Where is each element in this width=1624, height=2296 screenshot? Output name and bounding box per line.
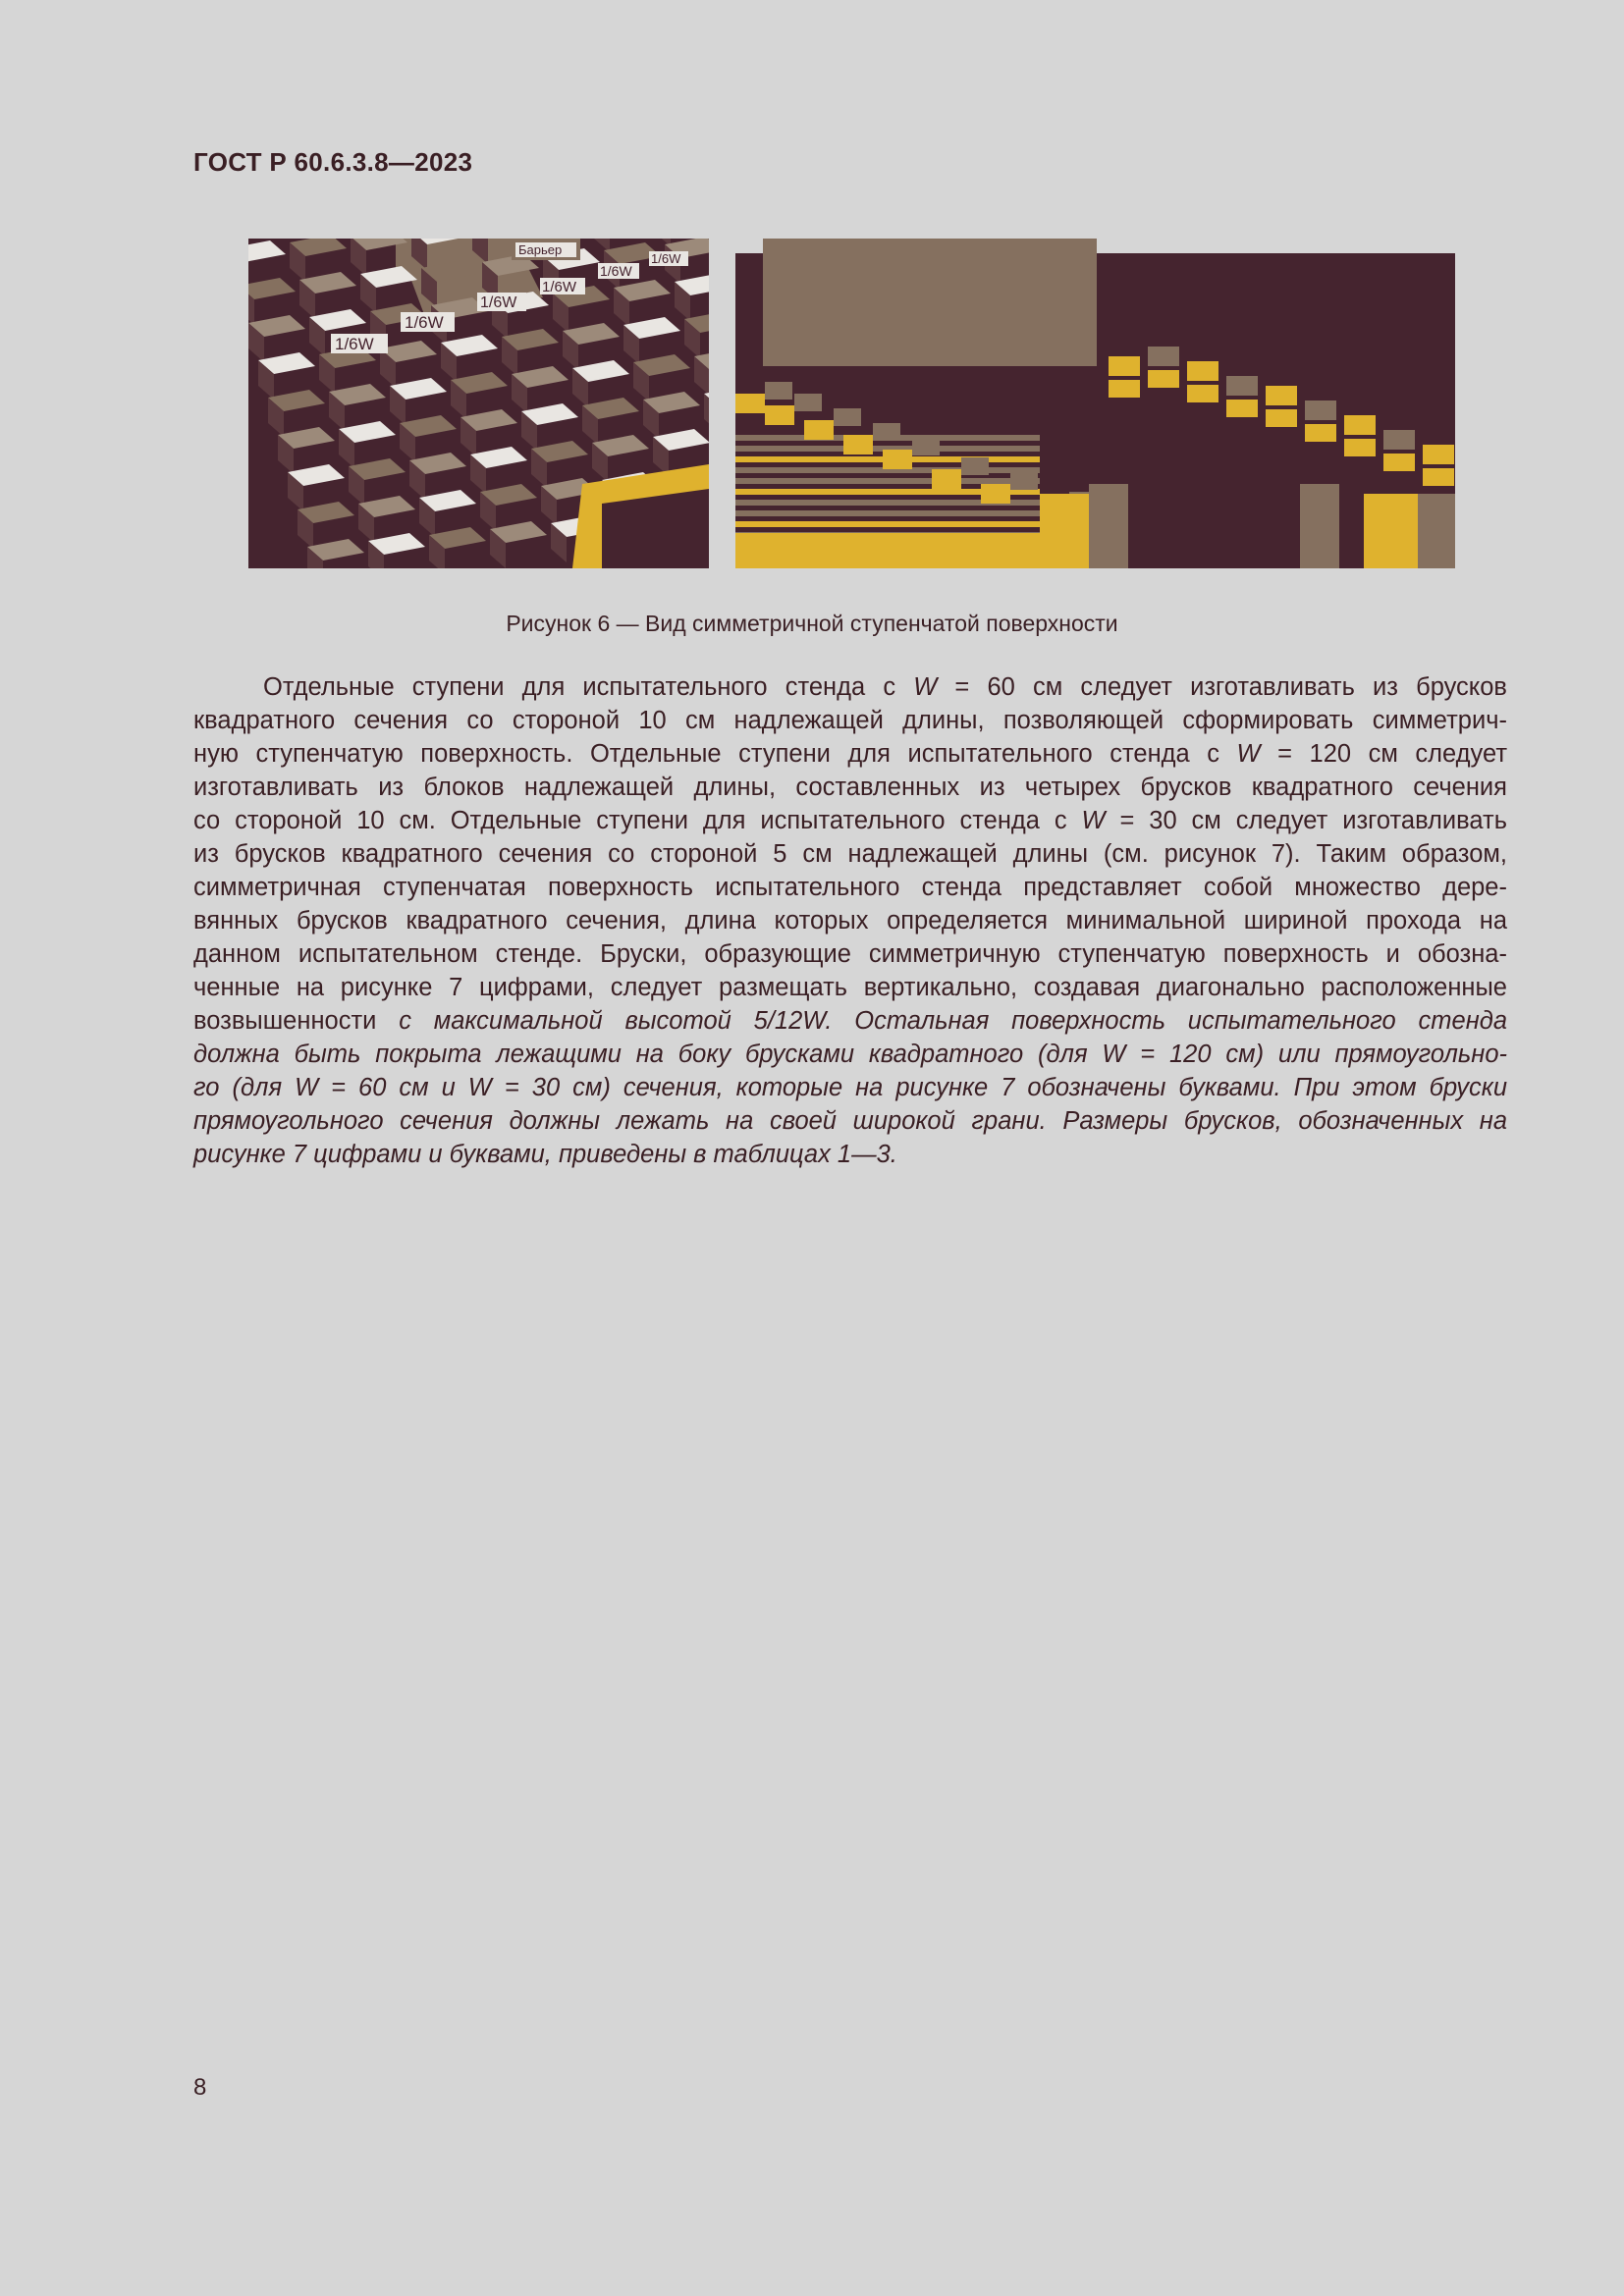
wall-label: 1/6W <box>335 335 374 353</box>
step-block <box>1383 454 1415 471</box>
italic-run: W <box>1081 807 1106 834</box>
step-block <box>1109 356 1140 376</box>
text-run: ченные на рисунке 7 цифрами, следует размещать вертикально, создавая диагонально расположенные <box>193 974 1507 1001</box>
text-run: вянных брусков квадратного сечения, длина которых определяется минимальной шириной прохода на <box>193 907 1507 934</box>
step-block <box>873 423 900 441</box>
text-run: изготавливать из блоков надлежащей длины, составленных из четырех брусков квадратного сечения <box>193 774 1507 801</box>
text-line <box>193 937 1507 971</box>
wall-label: 1/6W <box>600 263 632 279</box>
wall-label: 1/6W <box>542 279 577 295</box>
text-run: = 120 см следует <box>1260 740 1508 768</box>
stepfield-photo-left <box>248 239 709 568</box>
text-line <box>193 871 1507 904</box>
figure-caption: Рисунок 6 — Вид симметричной ступенчатой поверхности <box>506 611 1118 636</box>
text-line <box>193 771 1507 804</box>
step-block <box>1187 385 1218 402</box>
step-block <box>1010 472 1038 490</box>
barrier-label: Барьер <box>518 242 563 257</box>
column-mid <box>1300 484 1339 568</box>
slat <box>735 521 1040 527</box>
step-block <box>735 394 765 413</box>
text-line <box>193 737 1507 771</box>
text-line <box>193 1104 1507 1138</box>
step-block <box>834 408 861 426</box>
italic-run: W <box>1236 740 1261 768</box>
column-mid <box>1418 494 1455 568</box>
italic-run: рисунке 7 цифрами и буквами, приведены в таблицах 1—3. <box>193 1141 897 1168</box>
column-yellow <box>1364 494 1418 568</box>
italic-run: прямоугольного сечения должны лежать на своей широкой грани. Размеры брусков, обозначенных на <box>193 1107 1507 1135</box>
step-block <box>1148 370 1179 388</box>
text-line <box>193 804 1507 837</box>
step-block <box>1266 409 1297 427</box>
step-column <box>1207 268 1256 568</box>
step-block <box>1148 347 1179 366</box>
text-run: возвышенности <box>193 1007 400 1035</box>
barrier-wall-front <box>763 239 1097 366</box>
column-mid <box>1089 484 1128 568</box>
wall-label: 1/6W <box>480 294 517 311</box>
step-block <box>932 469 961 489</box>
text-run: квадратного сечения со стороной 10 см надлежащей длины, позволяющей сформировать симметрич- <box>193 707 1507 734</box>
step-block <box>981 484 1010 504</box>
text-run: = 30 см следует изготавливать <box>1105 807 1508 834</box>
text-line <box>193 837 1507 871</box>
slat <box>735 510 1040 516</box>
italic-run: с максимальной высотой 5/12W. Остальная поверхность испытательного стенда <box>399 1007 1508 1035</box>
step-block <box>843 435 873 454</box>
slat <box>735 478 1040 484</box>
document-header: ГОСТ Р 60.6.3.8—2023 <box>193 147 473 177</box>
step-block <box>794 394 822 411</box>
step-block <box>1305 424 1336 442</box>
text-line <box>193 971 1507 1004</box>
step-block <box>1226 400 1258 417</box>
column-yellow <box>1040 494 1089 568</box>
italic-run: должна быть покрыта лежащими на боку брусками квадратного (для W = 120 см) или прямоугольно- <box>193 1041 1507 1068</box>
step-block <box>1266 386 1297 405</box>
text-run: данном испытательном стенде. Бруски, образующие симметричную ступенчатую поверхность и обозна- <box>193 940 1507 968</box>
step-block <box>883 450 912 469</box>
step-column <box>1158 258 1207 568</box>
text-line <box>193 1004 1507 1038</box>
step-block <box>1109 380 1140 398</box>
step-block <box>961 457 989 475</box>
italic-run: W <box>913 673 938 701</box>
text-run: Отдельные ступени для испытательного стенда с <box>263 673 914 701</box>
text-run: из брусков квадратного сечения со стороной 5 см надлежащей длины (см. рисунок 7). Таким образом, <box>193 840 1507 868</box>
step-block <box>765 405 794 425</box>
text-line <box>193 1071 1507 1104</box>
body-paragraph <box>193 670 1507 1171</box>
wall-label: 1/6W <box>405 313 444 332</box>
text-line <box>193 704 1507 737</box>
step-block <box>912 438 940 455</box>
step-block <box>804 420 834 440</box>
text-line <box>193 1038 1507 1071</box>
text-run: симметричная ступенчатая поверхность испытательного стенда представляет собой множество дере- <box>193 874 1507 901</box>
text-line <box>193 1138 1507 1171</box>
step-block <box>1226 376 1258 396</box>
text-line <box>193 670 1507 704</box>
step-block <box>1187 361 1218 381</box>
step-block <box>1344 439 1376 456</box>
text-run: ную ступенчатую поверхность. Отдельные ступени для испытательного стенда с <box>193 740 1237 768</box>
step-block <box>765 382 792 400</box>
wall-label: 1/6W <box>651 251 681 266</box>
page-number: 8 <box>193 2074 207 2101</box>
text-line <box>193 904 1507 937</box>
step-block <box>1423 445 1454 464</box>
floor-yellow <box>735 533 1040 568</box>
step-block <box>1423 468 1454 486</box>
figure-6 <box>248 239 1455 568</box>
stepfield-photo-right <box>735 239 1455 568</box>
text-run: = 60 см следует изготавливать из брусков <box>937 673 1507 701</box>
italic-run: го (для W = 60 см и W = 30 см) сечения, которые на рисунке 7 обозначены буквами. При этом бруски <box>193 1074 1507 1101</box>
step-block <box>1305 400 1336 420</box>
text-run: со стороной 10 см. Отдельные ступени для испытательного стенда с <box>193 807 1082 834</box>
step-block <box>1344 415 1376 435</box>
step-block <box>1383 430 1415 450</box>
